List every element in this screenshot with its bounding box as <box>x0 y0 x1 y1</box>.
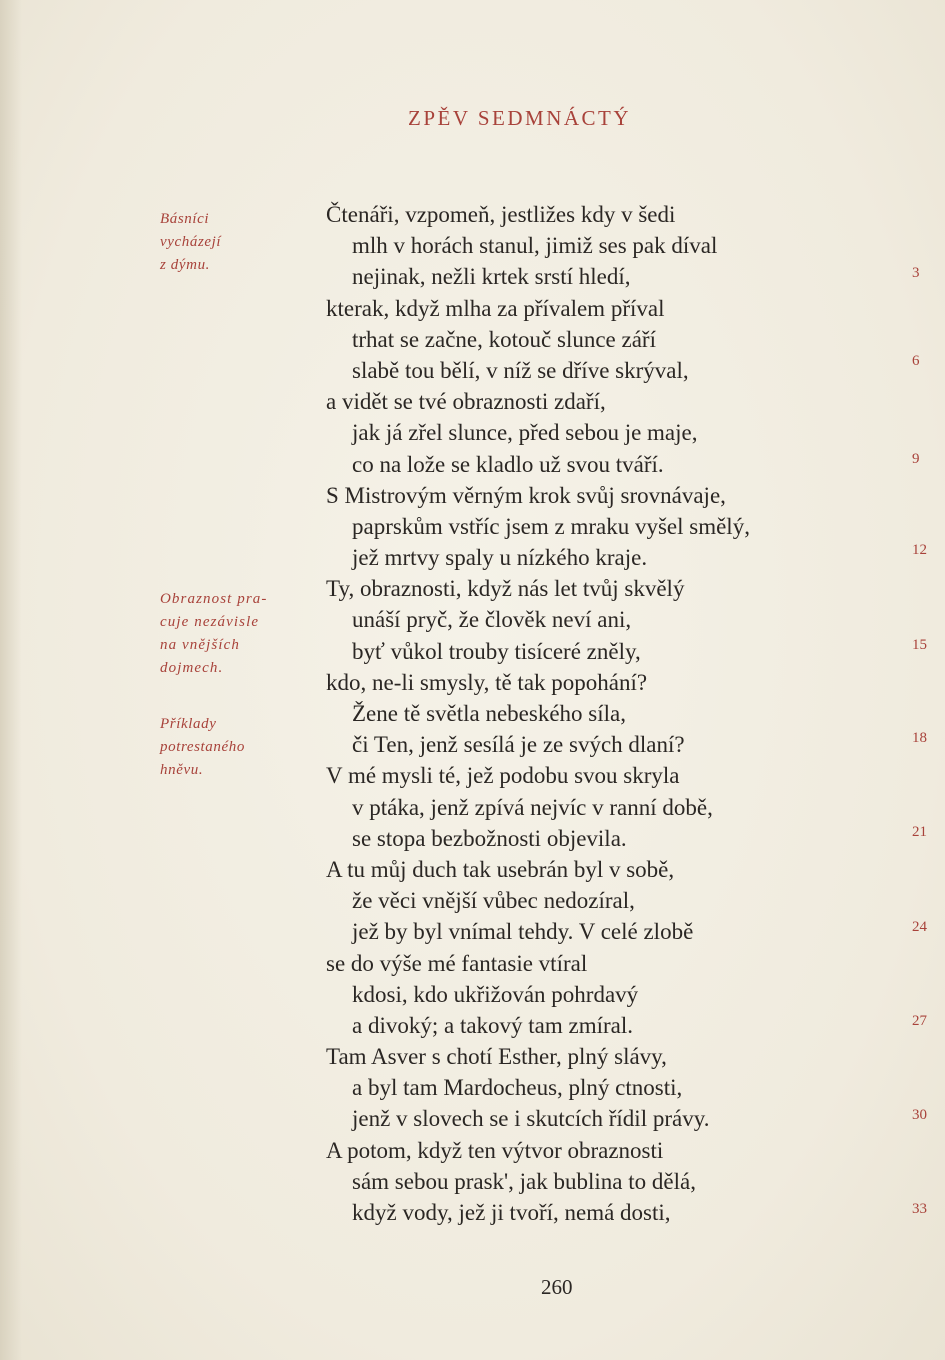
chapter-title: ZPĚV SEDMNÁCTÝ <box>408 106 632 130</box>
verse-line: paprskům vstříc jsem z mraku vyšel smělý, <box>352 513 750 539</box>
verse-block <box>326 199 846 1228</box>
verse-line: A tu můj duch tak usebrán byl v sobě, <box>326 856 675 882</box>
line-number: 15 <box>912 637 927 653</box>
verse-line: co na lože se kladlo už svou tváří. <box>352 451 664 477</box>
verse-line: když vody, jež ji tvoří, nemá dosti, <box>352 1200 671 1225</box>
margin-note: Příklady potrestaného hněvu. <box>160 716 245 778</box>
line-number: 27 <box>912 1013 927 1029</box>
verse-line: jež mrtvy spaly u nízkého kraje. <box>352 545 648 571</box>
line-number: 30 <box>912 1107 927 1123</box>
verse-line: v ptáka, jenž zpívá nejvíc v ranní době, <box>352 794 713 820</box>
verse-line: trhat se začne, kotouč slunce září <box>352 326 656 352</box>
verse-line: slabě tou bělí, v níž se dříve skrýval, <box>352 357 689 383</box>
verse-line: jež by byl vnímal tehdy. V celé zlobě <box>352 919 694 945</box>
page-spine-shadow <box>0 0 22 1360</box>
line-number: 6 <box>912 353 920 369</box>
verse-line: jenž v slovech se i skutcích řídil právy. <box>352 1106 710 1132</box>
verse-line: a divoký; a takový tam zmíral. <box>352 1012 634 1038</box>
verse-line: se stopa bezbožnosti objevila. <box>352 825 627 851</box>
line-number: 3 <box>912 265 920 281</box>
verse-line: S Mistrovým věrným krok svůj srovnávaje, <box>326 482 726 508</box>
verse-line: jak já zřel slunce, před sebou je maje, <box>352 420 698 446</box>
verse-line: či Ten, jenž sesílá je ze svých dlaní? <box>352 732 685 758</box>
verse-line: a byl tam Mardocheus, plný ctnosti, <box>352 1075 683 1101</box>
verse-line: Ty, obraznosti, když nás let tvůj skvělý <box>326 576 685 602</box>
line-number: 9 <box>912 451 920 467</box>
verse-line: a vidět se tvé obraznosti zdaří, <box>326 389 606 415</box>
line-number: 18 <box>912 730 927 746</box>
verse-line: že věci vnější vůbec nedozíral, <box>352 888 635 914</box>
verse-line: V mé mysli té, jež podobu svou skryla <box>326 763 680 789</box>
verse-line: byť vůkol trouby tisíceré zněly, <box>352 638 641 664</box>
margin-note: Obraznost pra- cuje nezávisle na vnějších dojmech. <box>160 591 268 676</box>
verse-line: Tam Asver s chotí Esther, plný slávy, <box>326 1044 667 1070</box>
verse-line: sám sebou prask', jak bublina to dělá, <box>352 1168 696 1194</box>
verse-line: kdo, ne-li smysly, tě tak popohání? <box>326 669 648 695</box>
verse-line: A potom, když ten výtvor obraznosti <box>326 1137 664 1163</box>
line-number: 24 <box>912 919 927 935</box>
verse-line: kdosi, kdo ukřižován pohrdavý <box>352 981 639 1007</box>
page-number: 260 <box>541 1275 573 1299</box>
line-number: 21 <box>912 824 927 840</box>
margin-note: Básníci vycházejí z dýmu. <box>160 211 222 273</box>
verse-line: Žene tě světla nebeského síla, <box>352 701 626 726</box>
verse-line: nejinak, nežli krtek srstí hledí, <box>352 264 631 290</box>
line-number: 33 <box>912 1201 927 1217</box>
verse-line: unáší pryč, že člověk neví ani, <box>352 607 632 633</box>
verse-line: Čtenáři, vzpomeň, jestližes kdy v šedi <box>326 202 676 227</box>
line-number: 12 <box>912 542 927 558</box>
verse-line: mlh v horách stanul, jimiž ses pak díval <box>352 233 718 259</box>
verse-line: kterak, když mlha za přívalem příval <box>326 295 665 321</box>
verse-line: se do výše mé fantasie vtíral <box>326 950 588 976</box>
